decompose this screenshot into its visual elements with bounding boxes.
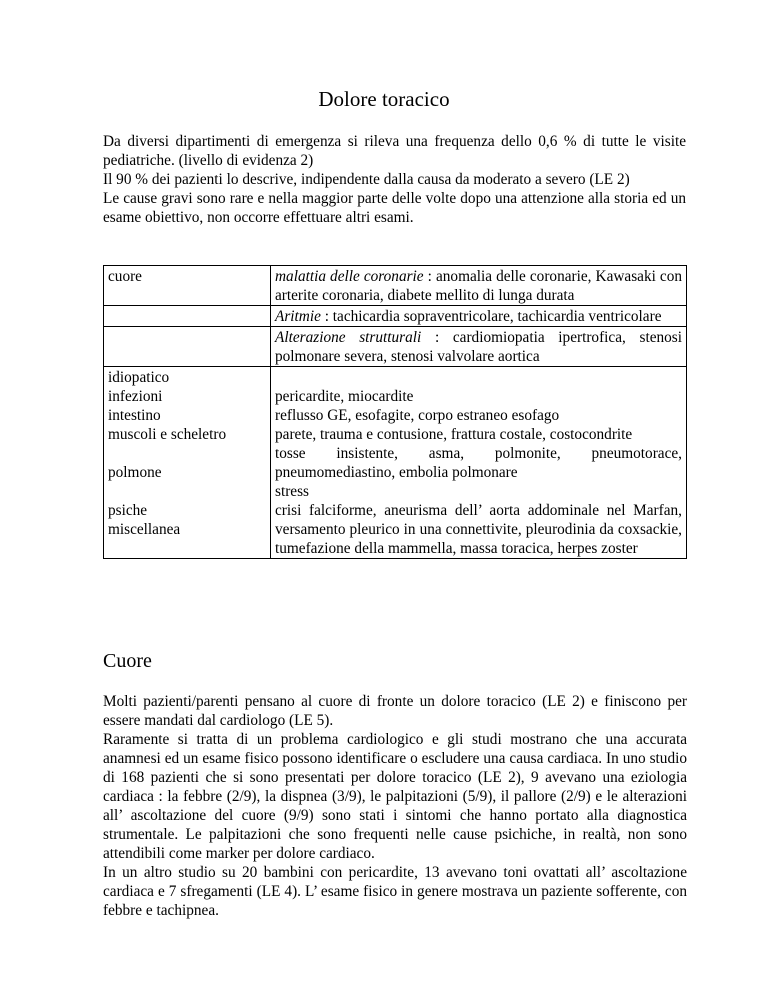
cuore-section-body [103, 692, 687, 920]
cause-label-cell [104, 266, 271, 306]
cause-label-cell [104, 367, 271, 559]
table-row [104, 306, 687, 327]
body-paragraph: Molti pazienti/parenti pensano al cuore di fronte un dolore toracico (LE 2) e finiscono per essere mandati dal cardiologo (LE 5). [103, 693, 687, 729]
cause-value: parete, trauma e contusione, frattura costale, costocondrite [275, 426, 633, 443]
table-row [104, 327, 687, 367]
cause-value: crisi falciforme, aneurisma dell’ aorta addominale nel Marfan, versamento pleurico in una connettivite, pleurodinia da coxsackie, tumefazione della mammella, massa toracica, herpes zoster [275, 502, 682, 557]
cause-label-cell [104, 306, 271, 327]
cause-value: pericardite, miocardite [275, 388, 414, 405]
intro-section [103, 132, 686, 227]
coronarie-text: : anomalia delle coronarie, Kawasaki con arterite coronaria, diabete mellito di lunga durata [275, 268, 682, 304]
causes-table [103, 265, 687, 559]
cause-label: idiopatico [108, 369, 170, 386]
cause-detail-cell [271, 306, 687, 327]
strutturali-term: Alterazione strutturali [275, 329, 422, 346]
cause-label: intestino [108, 407, 161, 424]
cause-value: tosse insistente, asma, polmonite, pneumotorace, pneumomediastino, embolia polmonare [275, 445, 682, 481]
cause-value: stress [275, 483, 309, 500]
cause-label: polmone [108, 464, 162, 481]
cause-label: cuore [108, 268, 142, 285]
cause-label: psiche [108, 502, 148, 519]
strutturali-text: : cardiomiopatia ipertrofica, stenosi polmonare severa, stenosi valvolare aortica [275, 329, 682, 365]
page-title: Dolore toracico [318, 87, 450, 111]
cause-label: infezioni [108, 388, 163, 405]
intro-paragraph: Il 90 % dei pazienti lo descrive, indipendente dalla causa da moderato a severo (LE 2) [103, 171, 630, 188]
table-row [104, 266, 687, 306]
intro-paragraph: Da diversi dipartimenti di emergenza si rileva una frequenza dello 0,6 % di tutte le visite pediatriche. (livello di evidenza 2) [103, 133, 686, 169]
cause-value: reflusso GE, esofagite, corpo estraneo esofago [275, 407, 560, 424]
body-paragraph: Raramente si tratta di un problema cardiologico e gli studi mostrano che una accurata anamnesi ed un esame fisico possono identificare o escludere una causa cardiaca. In uno studio di 168 pazienti che si sono presentati per dolore toracico (LE 2), 9 avevano una eziologia cardiaca : la febbre (2/9), la dispnea (3/9), le palpitazioni (5/9), il pallore (2/9) e le alterazioni all’ ascoltazione del cuore (9/9) sono stati i sintomi che hanno portato alla diagnostica strumentale. Le palpitazioni che sono frequenti nelle cause psichiche, in realtà, non sono attendibili come marker per dolore cardiaco. [103, 731, 687, 862]
cause-detail-cell [271, 367, 687, 559]
section-heading: Cuore [103, 650, 152, 672]
intro-paragraph: Le cause gravi sono rare e nella maggior parte delle volte dopo una attenzione alla storia ed un esame obiettivo, non occorre effettuare altri esami. [103, 190, 686, 226]
cause-detail-cell [271, 327, 687, 367]
cause-label: miscellanea [108, 521, 181, 538]
cause-detail-cell [271, 266, 687, 306]
body-paragraph: In un altro studio su 20 bambini con pericardite, 13 avevano toni ovattati all’ ascoltazione cardiaca e 7 sfregamenti (LE 4). L’ esame fisico in genere mostrava un paziente sofferente, con febbre e tachipnea. [103, 864, 687, 919]
cause-label-cell [104, 327, 271, 367]
aritmie-text: : tachicardia sopraventricolare, tachicardia ventricolare [320, 308, 662, 325]
coronarie-term: malattia delle coronarie [275, 268, 424, 285]
cause-label: muscoli e scheletro [108, 426, 227, 443]
table-row [104, 367, 687, 559]
aritmie-term: Aritmie [275, 308, 321, 325]
